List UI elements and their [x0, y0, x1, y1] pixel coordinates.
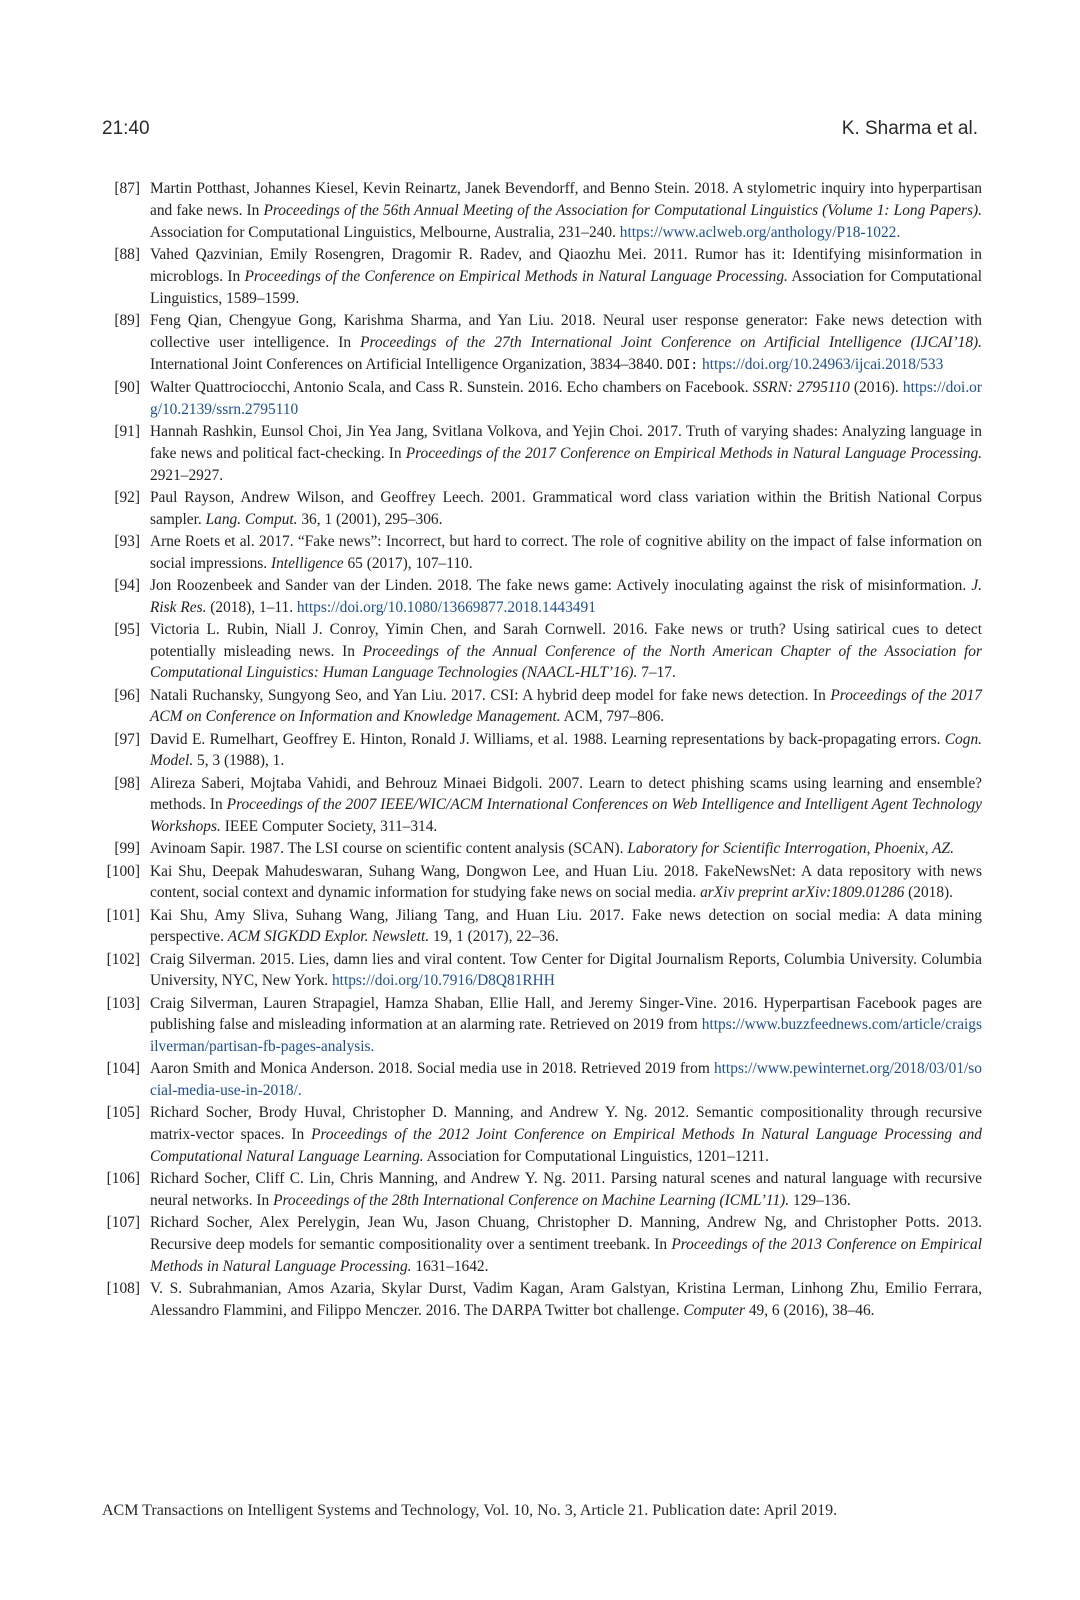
reference-text: David E. Rumelhart, Geoffrey E. Hinton, Ronald J. Williams, et al. 1988. Learning representations by back-propagating errors.: [150, 730, 945, 748]
reference-number: [94]: [114, 576, 140, 594]
reference-text: Richard Socher, Alex Perelygin, Jean Wu, Jason Chuang, Christopher D. Manning, Andrew Ng, and Christopher Potts. 2013. Recursive deep models for semantic compositionality over a sentiment treebank. In: [150, 1214, 982, 1254]
reference-details: (2016).: [849, 378, 903, 396]
reference-item: [100, 421, 982, 487]
reference-venue: Cogn. Model.: [150, 730, 982, 770]
reference-details: 1631–1642.: [411, 1258, 489, 1276]
page-number: 21:40: [102, 118, 150, 139]
reference-venue: Proceedings of the Conference on Empirical Methods in Natural Language Processing.: [244, 267, 788, 285]
reference-number: [97]: [114, 730, 140, 748]
page-header: [102, 118, 978, 140]
reference-venue: ACM SIGKDD Explor. Newslett.: [227, 928, 430, 946]
reference-text: V. S. Subrahmanian, Amos Azaria, Skylar Durst, Vadim Kagan, Aram Galstyan, Kristina Lerman, Linhong Zhu, Emilio Ferrara, Alessandro Flammini, and Filippo Menczer. 2016. The DARPA Twitter bot challenge.: [150, 1280, 982, 1320]
reference-text: Walter Quattrociocchi, Antonio Scala, and Cass R. Sunstein. 2016. Echo chambers on Facebook.: [150, 378, 753, 396]
reference-number: [100]: [106, 862, 140, 880]
reference-number: [88]: [114, 245, 140, 263]
reference-venue: Proceedings of the 2013 Conference on Empirical Methods in Natural Language Processing.: [150, 1236, 982, 1276]
reference-text: Martin Potthast, Johannes Kiesel, Kevin Reinartz, Janek Bevendorff, and Benno Stein. 2018. A stylometric inquiry into hyperpartisan and fake news. In: [150, 180, 982, 219]
reference-venue: Proceedings of the 2017 ACM on Conference on Information and Knowledge Management.: [150, 686, 982, 726]
reference-text: Craig Silverman, Lauren Strapagiel, Hamza Shaban, Ellie Hall, and Jeremy Singer-Vine. 2016. Hyperpartisan Facebook pages are publishing false and misleading information at an alarming rate. Retrieved on 2019 from: [150, 994, 982, 1034]
reference-venue: Proceedings of the Annual Conference of the North American Chapter of the Association for Computational Linguistics: Human Language Technologies (NAACL-HLT’16).: [150, 642, 982, 682]
reference-details: 19, 1 (2017), 22–36.: [429, 928, 559, 946]
reference-number: [87]: [114, 180, 140, 197]
reference-number: [99]: [114, 840, 140, 858]
reference-item: [100, 377, 982, 421]
reference-text: Jon Roozenbeek and Sander van der Linden. 2018. The fake news game: Actively inoculating against the risk of misinformation.: [150, 576, 972, 594]
reference-text: Kai Shu, Deepak Mahudeswaran, Suhang Wang, Dongwon Lee, and Huan Liu. 2018. FakeNewsNet: A data repository with news content, social context and dynamic information for studying fake news on social media.: [150, 862, 982, 902]
reference-details: 65 (2017), 107–110.: [343, 554, 473, 572]
reference-number: [102]: [106, 950, 140, 968]
reference-item: [100, 1058, 982, 1102]
reference-number: [92]: [114, 488, 140, 506]
reference-details: (2018), 1–11.: [206, 598, 297, 616]
reference-text: Avinoam Sapir. 1987. The LSI course on scientific content analysis (SCAN).: [150, 840, 628, 858]
reference-text: Alireza Saberi, Mojtaba Vahidi, and Behrouz Minaei Bidgoli. 2007. Learn to detect phishing scams using learning and ensemble? methods. In: [150, 774, 982, 814]
reference-item: [100, 729, 982, 773]
reference-text: Victoria L. Rubin, Niall J. Conroy, Yimin Chen, and Sarah Cornwell. 2016. Fake news or truth? Using satirical cues to detect potentially misleading news. In: [150, 620, 982, 660]
reference-venue: Proceedings of the 2007 IEEE/WIC/ACM International Conferences on Web Intelligence and Intelligent Agent Technology Workshops.: [150, 796, 982, 836]
reference-item: [100, 531, 982, 575]
reference-number: [93]: [114, 532, 140, 550]
reference-number: [89]: [114, 311, 140, 329]
reference-link[interactable]: https://doi.org/10.7916/D8Q81RHH: [331, 972, 555, 990]
reference-text: Vahed Qazvinian, Emily Rosengren, Dragomir R. Radev, and Qiaozhu Mei. 2011. Rumor has it: Identifying misinformation in microblogs. In: [150, 245, 982, 285]
reference-text: Natali Ruchansky, Sungyong Seo, and Yan Liu. 2017. CSI: A hybrid deep model for fake news detection. In: [150, 686, 831, 704]
reference-details: IEEE Computer Society, 311–314.: [220, 818, 438, 836]
reference-number: [107]: [106, 1214, 140, 1232]
reference-details: 129–136.: [789, 1192, 851, 1210]
reference-number: [101]: [106, 906, 140, 924]
reference-item: [100, 1212, 982, 1278]
reference-item: [100, 178, 982, 244]
reference-details: International Joint Conferences on Artificial Intelligence Organization, 3834–3840.: [150, 355, 667, 373]
reference-item: [100, 575, 982, 619]
reference-text: Hannah Rashkin, Eunsol Choi, Jin Yea Jang, Svitlana Volkova, and Yejin Choi. 2017. Truth of varying shades: Analyzing language in fake news and political fact-checking. In: [150, 422, 982, 462]
reference-number: [105]: [106, 1104, 140, 1122]
reference-item: [100, 1168, 982, 1212]
journal-citation: ACM Transactions on Intelligent Systems and Technology, Vol. 10, No. 3, Article 21. Publication date: April 2019.: [102, 1502, 838, 1519]
reference-item: [100, 905, 982, 949]
reference-link[interactable]: https://www.aclweb.org/anthology/P18-1022.: [619, 223, 901, 241]
reference-details: Association for Computational Linguistics, Melbourne, Australia, 231–240.: [150, 223, 620, 241]
reference-venue: Lang. Comput.: [205, 510, 298, 528]
reference-details: Association for Computational Linguistics, 1201–1211.: [423, 1148, 769, 1166]
reference-venue: Proceedings of the 2012 Joint Conference on Empirical Methods In Natural Language Processing and Computational Natural Language Learning.: [150, 1126, 982, 1166]
reference-details: (2018).: [904, 884, 954, 902]
reference-link[interactable]: https://doi.org/10.1080/13669877.2018.1443491: [296, 598, 596, 616]
reference-venue: Intelligence: [270, 554, 344, 572]
reference-text: Arne Roets et al. 2017. “Fake news”: Incorrect, but hard to correct. The role of cognitive ability on the impact of false information on social impressions.: [150, 532, 982, 572]
reference-item: [100, 487, 982, 531]
reference-list: [100, 178, 982, 1322]
reference-text: Paul Rayson, Andrew Wilson, and Geoffrey Leech. 2001. Grammatical word class variation within the British National Corpus sampler.: [150, 488, 982, 528]
reference-venue: Laboratory for Scientific Interrogation, Phoenix, AZ.: [627, 840, 954, 858]
reference-details: 5, 3 (1988), 1.: [193, 752, 285, 770]
reference-item: [100, 619, 982, 685]
reference-number: [96]: [114, 686, 140, 704]
reference-item: [100, 949, 982, 993]
reference-item: [100, 773, 982, 839]
reference-number: [95]: [114, 620, 140, 638]
reference-text: Craig Silverman. 2015. Lies, damn lies and viral content. Tow Center for Digital Journalism Reports, Columbia University. Columbia University, NYC, New York.: [150, 950, 982, 990]
reference-text: Feng Qian, Chengyue Gong, Karishma Sharma, and Yan Liu. 2018. Neural user response generator: Fake news detection with collective user intelligence. In: [150, 311, 982, 351]
reference-number: [103]: [106, 994, 140, 1012]
page-footer: [102, 1502, 978, 1520]
reference-venue: SSRN: 2795110: [752, 378, 850, 396]
reference-number: [104]: [106, 1060, 140, 1078]
reference-venue: J. Risk Res.: [150, 576, 982, 616]
reference-details: Association for Computational Linguistics, 1589–1599.: [150, 267, 982, 307]
reference-details: ACM, 797–806.: [560, 708, 665, 726]
reference-link[interactable]: https://www.buzzfeednews.com/article/craigsilverman/partisan-fb-pages-analysis.: [150, 1016, 982, 1056]
running-author: K. Sharma et al.: [841, 118, 978, 139]
reference-item: [100, 838, 982, 860]
reference-link[interactable]: https://doi.org/10.24963/ijcai.2018/533: [702, 355, 944, 373]
reference-item: [100, 861, 982, 905]
reference-venue: Proceedings of the 56th Annual Meeting of the Association for Computational Linguistics (Volume 1: Long Papers).: [263, 201, 982, 219]
reference-item: [100, 310, 982, 377]
reference-text: Kai Shu, Amy Sliva, Suhang Wang, Jiliang Tang, and Huan Liu. 2017. Fake news detection on social media: A data mining perspective.: [150, 906, 982, 946]
reference-details: 7–17.: [637, 664, 676, 682]
reference-venue: Computer: [683, 1302, 745, 1320]
reference-item: [100, 1102, 982, 1168]
reference-link[interactable]: https://doi.org/10.2139/ssrn.2795110: [150, 378, 982, 418]
reference-number: [98]: [114, 774, 140, 792]
reference-item: [100, 993, 982, 1059]
reference-text: Richard Socher, Cliff C. Lin, Chris Manning, and Andrew Y. Ng. 2011. Parsing natural scenes and natural language with recursive neural networks. In: [150, 1170, 982, 1210]
reference-details: 36, 1 (2001), 295–306.: [297, 510, 443, 528]
reference-text: Aaron Smith and Monica Anderson. 2018. Social media use in 2018. Retrieved 2019 from: [150, 1060, 714, 1078]
reference-number: [90]: [114, 378, 140, 396]
reference-number: [106]: [106, 1170, 140, 1188]
reference-venue: Proceedings of the 2017 Conference on Empirical Methods in Natural Language Processing.: [405, 444, 982, 462]
reference-link[interactable]: https://www.pewinternet.org/2018/03/01/social-media-use-in-2018/.: [150, 1060, 982, 1100]
reference-venue: Proceedings of the 28th International Conference on Machine Learning (ICML’11).: [273, 1192, 790, 1210]
reference-number: [108]: [106, 1280, 140, 1298]
reference-number: [91]: [114, 422, 140, 440]
reference-text: Richard Socher, Brody Huval, Christopher D. Manning, and Andrew Y. Ng. 2012. Semantic compositionality through recursive matrix-vector spaces. In: [150, 1104, 982, 1144]
reference-venue: Proceedings of the 27th International Joint Conference on Artificial Intelligence (IJCAI’18).: [360, 333, 982, 351]
reference-details: 2921–2927.: [150, 466, 224, 484]
reference-venue: arXiv preprint arXiv:1809.01286: [700, 884, 905, 902]
reference-item: [100, 685, 982, 729]
reference-item: [100, 244, 982, 310]
reference-details: 49, 6 (2016), 38–46.: [744, 1302, 875, 1320]
doi-label: DOI:: [666, 357, 699, 373]
reference-item: [100, 1278, 982, 1322]
